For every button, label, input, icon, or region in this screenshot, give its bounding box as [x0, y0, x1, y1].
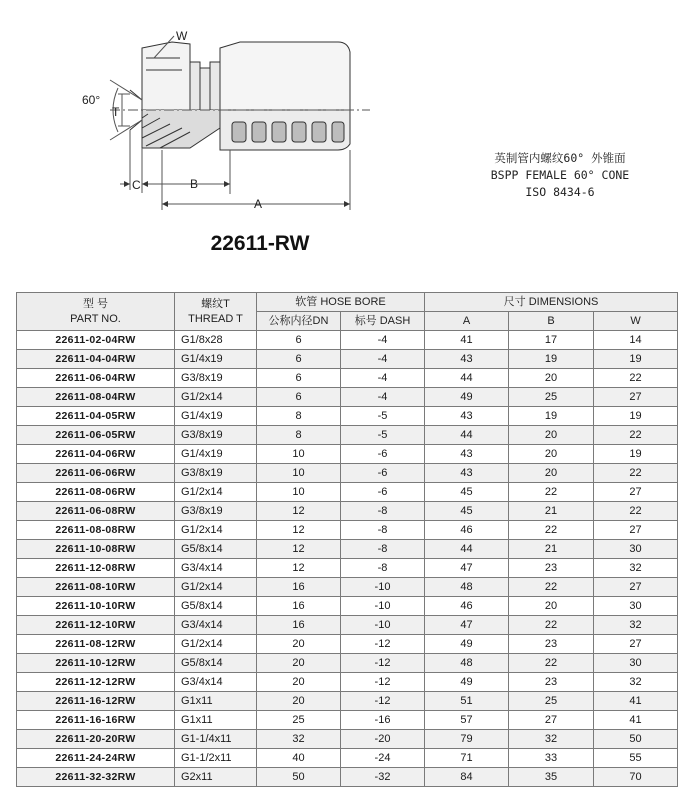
table-row [17, 407, 678, 426]
label-c: C [132, 178, 141, 192]
table-row [17, 445, 678, 464]
table-row [17, 464, 678, 483]
cell-thread: G1/2x14 [175, 578, 257, 597]
cell-dash: -8 [341, 502, 425, 521]
label-w: W [176, 29, 188, 43]
table-row [17, 616, 678, 635]
cell-part: 22611-24-24RW [17, 749, 175, 768]
cell-part: 22611-06-06RW [17, 464, 175, 483]
cell-part: 22611-06-04RW [17, 369, 175, 388]
cell-thread: G3/8x19 [175, 369, 257, 388]
cell-thread: G1/2x14 [175, 483, 257, 502]
table-row [17, 673, 678, 692]
cell-dn: 12 [257, 559, 341, 578]
cell-w: 41 [594, 711, 678, 730]
cell-part: 22611-08-12RW [17, 635, 175, 654]
spec-table [16, 292, 678, 787]
cell-w: 30 [594, 654, 678, 673]
table-row [17, 635, 678, 654]
cell-a: 44 [425, 369, 509, 388]
cell-dn: 16 [257, 578, 341, 597]
cell-dash: -12 [341, 673, 425, 692]
cell-thread: G5/8x14 [175, 540, 257, 559]
cell-w: 32 [594, 673, 678, 692]
table-row [17, 369, 678, 388]
cell-w: 41 [594, 692, 678, 711]
table-row [17, 768, 678, 787]
cell-a: 41 [425, 331, 509, 350]
cell-w: 30 [594, 540, 678, 559]
cell-w: 22 [594, 426, 678, 445]
cell-dn: 40 [257, 749, 341, 768]
cell-a: 45 [425, 483, 509, 502]
description-en: BSPP FEMALE 60° CONE [490, 168, 630, 182]
table-row [17, 426, 678, 445]
cell-part: 22611-16-12RW [17, 692, 175, 711]
cell-part: 22611-06-05RW [17, 426, 175, 445]
cell-b: 32 [509, 730, 594, 749]
cell-dash: -12 [341, 654, 425, 673]
cell-dash: -10 [341, 616, 425, 635]
cell-part: 22611-08-08RW [17, 521, 175, 540]
cell-dn: 32 [257, 730, 341, 749]
cell-part: 22611-32-32RW [17, 768, 175, 787]
header-part [17, 293, 175, 331]
cell-b: 20 [509, 426, 594, 445]
cell-dash: -16 [341, 711, 425, 730]
cell-dash: -6 [341, 445, 425, 464]
cell-part: 22611-08-04RW [17, 388, 175, 407]
cell-b: 25 [509, 692, 594, 711]
cell-w: 22 [594, 502, 678, 521]
cell-dn: 20 [257, 635, 341, 654]
cell-dash: -24 [341, 749, 425, 768]
description-iso: ISO 8434-6 [525, 185, 595, 199]
cell-thread: G5/8x14 [175, 654, 257, 673]
cell-dash: -8 [341, 521, 425, 540]
header-thread-en: THREAD T [188, 312, 243, 325]
table-row [17, 331, 678, 350]
cell-part: 22611-02-04RW [17, 331, 175, 350]
cell-b: 25 [509, 388, 594, 407]
cell-thread: G3/4x14 [175, 673, 257, 692]
table-row [17, 483, 678, 502]
cell-a: 49 [425, 635, 509, 654]
cell-w: 32 [594, 616, 678, 635]
cell-dn: 25 [257, 711, 341, 730]
cell-w: 22 [594, 464, 678, 483]
table-row [17, 578, 678, 597]
cell-b: 22 [509, 616, 594, 635]
cell-dn: 12 [257, 540, 341, 559]
label-b: B [190, 177, 199, 191]
cell-w: 14 [594, 331, 678, 350]
cell-b: 33 [509, 749, 594, 768]
cell-b: 19 [509, 407, 594, 426]
cell-a: 47 [425, 559, 509, 578]
cell-part: 22611-10-10RW [17, 597, 175, 616]
cell-w: 27 [594, 635, 678, 654]
cell-b: 23 [509, 673, 594, 692]
cell-b: 20 [509, 597, 594, 616]
cell-dn: 20 [257, 673, 341, 692]
cell-dash: -5 [341, 407, 425, 426]
cell-thread: G1/4x19 [175, 350, 257, 369]
cell-dn: 6 [257, 331, 341, 350]
cell-dn: 12 [257, 502, 341, 521]
fitting-description [455, 150, 665, 201]
table-row [17, 350, 678, 369]
cell-dash: -10 [341, 597, 425, 616]
table-row [17, 388, 678, 407]
cell-b: 20 [509, 445, 594, 464]
header-a: A [425, 312, 509, 331]
cell-b: 17 [509, 331, 594, 350]
cell-a: 49 [425, 388, 509, 407]
cell-thread: G3/4x14 [175, 559, 257, 578]
cell-dn: 50 [257, 768, 341, 787]
cell-dash: -4 [341, 369, 425, 388]
cell-dash: -12 [341, 692, 425, 711]
cell-thread: G3/8x19 [175, 502, 257, 521]
header-dn: 公称内径DN [257, 312, 341, 331]
cell-a: 79 [425, 730, 509, 749]
table-row [17, 711, 678, 730]
header-hose-bore: 软管 HOSE BORE [257, 293, 425, 312]
cell-a: 43 [425, 464, 509, 483]
cell-a: 48 [425, 654, 509, 673]
cell-w: 32 [594, 559, 678, 578]
cell-thread: G5/8x14 [175, 597, 257, 616]
cell-a: 49 [425, 673, 509, 692]
cell-b: 35 [509, 768, 594, 787]
cell-a: 43 [425, 350, 509, 369]
cell-b: 22 [509, 578, 594, 597]
cell-a: 46 [425, 597, 509, 616]
cell-part: 22611-10-12RW [17, 654, 175, 673]
cell-part: 22611-04-06RW [17, 445, 175, 464]
label-a: A [254, 197, 263, 211]
cell-part: 22611-12-12RW [17, 673, 175, 692]
cell-dn: 16 [257, 616, 341, 635]
cell-dash: -10 [341, 578, 425, 597]
cell-part: 22611-08-06RW [17, 483, 175, 502]
cell-b: 22 [509, 654, 594, 673]
cell-w: 70 [594, 768, 678, 787]
header-b: B [509, 312, 594, 331]
cell-w: 27 [594, 578, 678, 597]
cell-dash: -4 [341, 331, 425, 350]
cell-thread: G1x11 [175, 692, 257, 711]
cell-dn: 6 [257, 388, 341, 407]
cell-dn: 8 [257, 426, 341, 445]
cell-dn: 10 [257, 445, 341, 464]
table-row [17, 597, 678, 616]
cell-thread: G2x11 [175, 768, 257, 787]
cell-a: 71 [425, 749, 509, 768]
cell-dn: 12 [257, 521, 341, 540]
cell-w: 30 [594, 597, 678, 616]
cell-w: 19 [594, 445, 678, 464]
cell-dash: -6 [341, 483, 425, 502]
table-row [17, 730, 678, 749]
cell-thread: G1-1/4x11 [175, 730, 257, 749]
cell-dash: -4 [341, 350, 425, 369]
cell-thread: G1/2x14 [175, 635, 257, 654]
cell-a: 44 [425, 426, 509, 445]
cell-part: 22611-10-08RW [17, 540, 175, 559]
header-thread-cn: 螺纹T [201, 297, 230, 310]
cell-thread: G1/2x14 [175, 388, 257, 407]
cell-thread: G1x11 [175, 711, 257, 730]
table-row [17, 749, 678, 768]
cell-dn: 10 [257, 464, 341, 483]
cell-part: 22611-20-20RW [17, 730, 175, 749]
cell-w: 27 [594, 521, 678, 540]
cell-thread: G1/2x14 [175, 521, 257, 540]
table-row [17, 692, 678, 711]
cell-dash: -4 [341, 388, 425, 407]
table-row [17, 540, 678, 559]
header-dimensions: 尺寸 DIMENSIONS [425, 293, 678, 312]
cell-thread: G3/8x19 [175, 426, 257, 445]
model-title: 22611-RW [210, 232, 310, 255]
table-row [17, 502, 678, 521]
cell-a: 84 [425, 768, 509, 787]
cell-dn: 10 [257, 483, 341, 502]
cell-a: 47 [425, 616, 509, 635]
label-t: T [112, 105, 120, 119]
cell-dash: -12 [341, 635, 425, 654]
cell-dn: 6 [257, 350, 341, 369]
cell-b: 22 [509, 521, 594, 540]
cell-b: 19 [509, 350, 594, 369]
cell-b: 21 [509, 502, 594, 521]
header-thread [175, 293, 257, 331]
cell-a: 57 [425, 711, 509, 730]
cell-b: 21 [509, 540, 594, 559]
cell-part: 22611-08-10RW [17, 578, 175, 597]
cell-w: 27 [594, 483, 678, 502]
cell-thread: G3/8x19 [175, 464, 257, 483]
table-row [17, 521, 678, 540]
cell-b: 22 [509, 483, 594, 502]
cell-w: 22 [594, 369, 678, 388]
cell-w: 27 [594, 388, 678, 407]
header-dash: 标号 DASH [341, 312, 425, 331]
fitting-drawing [70, 18, 400, 218]
cell-dn: 16 [257, 597, 341, 616]
cell-a: 44 [425, 540, 509, 559]
cell-part: 22611-16-16RW [17, 711, 175, 730]
cell-thread: G1/8x28 [175, 331, 257, 350]
header-part-en: PART NO. [70, 312, 121, 325]
cell-dash: -32 [341, 768, 425, 787]
cell-b: 27 [509, 711, 594, 730]
cell-part: 22611-04-04RW [17, 350, 175, 369]
cell-part: 22611-12-10RW [17, 616, 175, 635]
cell-a: 46 [425, 521, 509, 540]
cell-thread: G1/4x19 [175, 445, 257, 464]
cell-dash: -8 [341, 540, 425, 559]
cell-dn: 8 [257, 407, 341, 426]
header-part-cn: 型 号 [82, 297, 109, 310]
cell-a: 48 [425, 578, 509, 597]
cell-thread: G1-1/2x11 [175, 749, 257, 768]
cell-w: 19 [594, 350, 678, 369]
cell-w: 55 [594, 749, 678, 768]
cell-b: 20 [509, 369, 594, 388]
cell-part: 22611-04-05RW [17, 407, 175, 426]
cell-a: 43 [425, 445, 509, 464]
cell-dn: 20 [257, 692, 341, 711]
table-row [17, 559, 678, 578]
cell-dn: 20 [257, 654, 341, 673]
cell-dash: -5 [341, 426, 425, 445]
cell-dash: -6 [341, 464, 425, 483]
cell-a: 45 [425, 502, 509, 521]
cell-a: 51 [425, 692, 509, 711]
description-cn: 英制管内螺纹60° 外锥面 [494, 151, 626, 165]
cell-thread: G3/4x14 [175, 616, 257, 635]
cell-dash: -20 [341, 730, 425, 749]
cell-part: 22611-06-08RW [17, 502, 175, 521]
cell-b: 23 [509, 635, 594, 654]
cell-a: 43 [425, 407, 509, 426]
cell-dash: -8 [341, 559, 425, 578]
cell-b: 23 [509, 559, 594, 578]
header-w: W [594, 312, 678, 331]
table-row [17, 654, 678, 673]
cell-w: 19 [594, 407, 678, 426]
label-angle: 60° [82, 93, 101, 107]
cell-part: 22611-12-08RW [17, 559, 175, 578]
cell-b: 20 [509, 464, 594, 483]
cell-thread: G1/4x19 [175, 407, 257, 426]
cell-w: 50 [594, 730, 678, 749]
cell-dn: 6 [257, 369, 341, 388]
